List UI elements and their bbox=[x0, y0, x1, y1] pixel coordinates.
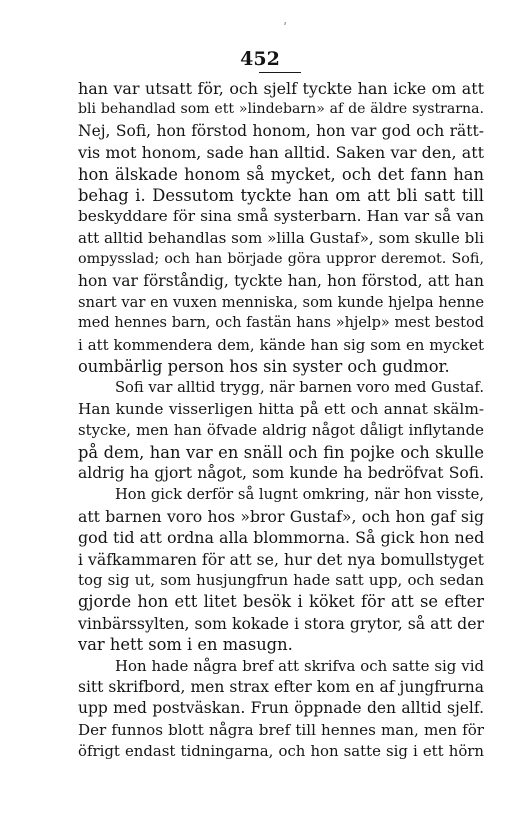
text-line: han var utsatt för, och sjelf tyckte han icke om att bbox=[78, 79, 484, 98]
text-line: Sofi var alltid trygg, när barnen voro med Gustaf. bbox=[115, 379, 484, 397]
text-line: Hon hade några bref att skrifva och satte sig vid bbox=[115, 656, 484, 675]
page-number-underline bbox=[259, 72, 301, 73]
text-line: på dem, han var en snäll och fin pojke och skulle bbox=[78, 442, 484, 462]
text-line: god tid att ordna alla blommorna. Så gick hon ned bbox=[78, 528, 484, 548]
text-line: hon älskade honom så mycket, och det fann han bbox=[78, 164, 484, 184]
text-line: att barnen voro hos »bror Gustaf», och hon gaf sig bbox=[78, 506, 484, 526]
text-line: öfrigt endast tidningarna, och hon satte sig i ett hörn bbox=[78, 742, 484, 761]
text-line: var hett som i en masugn. bbox=[78, 635, 293, 655]
text-line: vis mot honom, sade han alltid. Saken var den, att bbox=[78, 143, 484, 163]
text-line: med hennes barn, och fastän hans »hjelp» mest bestod bbox=[78, 315, 484, 332]
text-line: hon var förståndig, tyckte han, hon förstod, att han bbox=[78, 271, 484, 290]
text-line: upp med postväskan. Frun öppnade den alltid sjelf. bbox=[78, 699, 484, 718]
body-text bbox=[78, 78, 484, 763]
text-line: Nej, Sofi, hon förstod honom, hon var god och rätt- bbox=[78, 121, 484, 140]
text-line: gjorde hon ett litet besök i köket för att se efter bbox=[78, 592, 484, 612]
text-line: behag i. Dessutom tyckte han om att bli satt till bbox=[78, 185, 484, 205]
text-line: i att kommendera dem, kände han sig som en mycket bbox=[78, 335, 484, 354]
text-line: tog sig ut, som husjungfrun hade satt upp, och sedan bbox=[78, 570, 484, 589]
text-line: att alltid behandlas som »lilla Gustaf», som skulle bli bbox=[78, 228, 484, 247]
text-line: Der funnos blott några bref till hennes man, men för bbox=[78, 720, 484, 739]
page-number: 452 bbox=[240, 48, 280, 70]
text-line: bli behandlad som ett »lindebarn» af de äldre systrarna. bbox=[78, 101, 484, 118]
text-line: vinbärssylten, som kokade i stora grytor, så att der bbox=[78, 613, 484, 633]
text-line: snart var en vuxen menniska, som kunde hjelpa henne bbox=[78, 293, 484, 311]
text-line: Han kunde visserligen hitta på ett och annat skälm- bbox=[78, 399, 484, 418]
text-line: i väfkammaren för att se, hur det nya bomullstyget bbox=[78, 549, 484, 569]
text-line: stycke, men han öfvade aldrig något dåligt inflytande bbox=[78, 421, 484, 440]
text-line: ompysslad; och han började göra uppror deremot. Sofi, bbox=[78, 251, 484, 268]
text-line: sitt skrifbord, men strax efter kom en af jungfrurna bbox=[78, 677, 484, 696]
stray-pen-mark: ' bbox=[281, 19, 288, 34]
text-line: aldrig ha gjort något, som kunde ha bedröfvat Sofi. bbox=[78, 464, 484, 483]
text-line: Hon gick derför så lugnt omkring, när hon visste, bbox=[115, 486, 484, 504]
text-line: beskyddare för sina små systerbarn. Han var så van bbox=[78, 207, 484, 226]
text-line: oumbärlig person hos sin syster och gudmor. bbox=[78, 357, 450, 377]
